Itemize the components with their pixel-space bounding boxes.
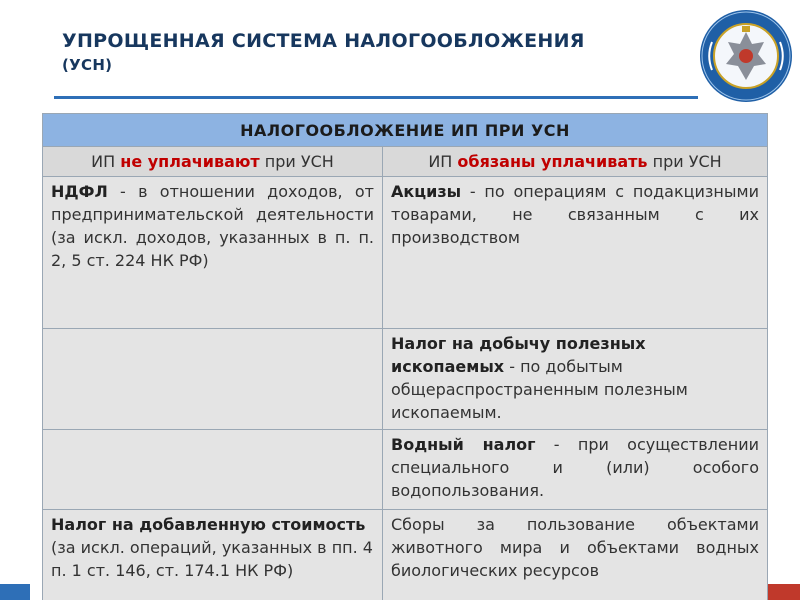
footer-accent-right — [768, 584, 800, 600]
cell-bold-term: Акцизы — [391, 182, 462, 201]
col1-suffix: при УСН — [259, 152, 334, 171]
footer-accent-left — [0, 584, 30, 600]
cell-bold-term: Водный налог — [391, 435, 536, 454]
col2-prefix: ИП — [428, 152, 458, 171]
cell-text: (за искл. операций, указанных в пп. 4 п. 1 ст. 146, ст. 174.1 НК РФ) — [51, 538, 373, 580]
cell-text: - по добытым общераспространенным полезным ископаемым. — [391, 357, 688, 422]
cell-text: - при осуществлении специального и (или) особого водопользования. — [391, 435, 759, 500]
table-header: НАЛОГООБЛОЖЕНИЕ ИП ПРИ УСН — [43, 114, 768, 147]
cell-text: - по операциям с подакцизными товарами, не связанным с их производством — [391, 182, 759, 247]
table-cell-right — [383, 430, 768, 510]
column-header-must-pay — [383, 147, 768, 177]
cell-bold-term: НДФЛ — [51, 182, 108, 201]
table-cell-left — [43, 177, 383, 329]
cell-bold-term: Налог на добавленную стоимость — [51, 515, 366, 534]
col1-prefix: ИП — [91, 152, 121, 171]
title-line-1: УПРОЩЕННАЯ СИСТЕМА НАЛОГООБЛОЖЕНИЯ — [62, 30, 585, 52]
table-cell-right — [383, 329, 768, 430]
title-line-2: (УСН) — [62, 56, 113, 74]
table-cell-left-empty — [43, 430, 383, 510]
cell-text: - в отношении доходов, от предпринимательской деятельности (за искл. доходов, указанных в п. п. 2, 5 ст. 224 НК РФ) — [51, 182, 374, 270]
taxation-table — [42, 113, 768, 600]
slide-title — [62, 30, 682, 74]
col2-highlight: обязаны уплачивать — [457, 152, 648, 171]
column-header-not-paid — [43, 147, 383, 177]
table-cell-right — [383, 177, 768, 329]
title-divider — [54, 96, 698, 99]
table-cell-left — [43, 510, 383, 600]
cell-text: Сборы за пользование объектами животного мира и объектами водных биологических ресурсов — [391, 515, 759, 580]
table-cell-left-empty — [43, 329, 383, 430]
cell-bold-term: Налог на добычу полезных ископаемых — [391, 334, 646, 376]
col1-highlight: не уплачивают — [120, 152, 260, 171]
fns-emblem-icon — [698, 8, 794, 104]
col2-suffix: при УСН — [647, 152, 722, 171]
table-cell-right — [383, 510, 768, 600]
